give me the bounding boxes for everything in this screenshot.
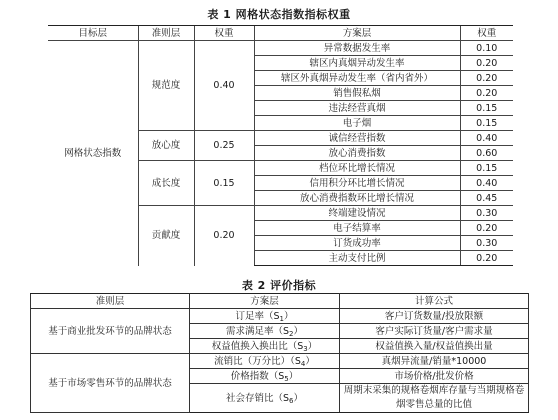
criterion-weight-cell: 0.25 <box>194 131 254 161</box>
target-cell: 网格状态指数 <box>64 147 122 159</box>
scheme-cell: 订货成功率 <box>254 236 460 251</box>
scheme-cell: 信用积分环比增长情况 <box>254 176 460 191</box>
table-row <box>48 41 513 56</box>
scheme-subscript: 3 <box>303 344 308 353</box>
scheme-close: ） <box>293 392 303 404</box>
table2-caption: 表 2 评价指标 <box>241 279 317 292</box>
header-scheme: 方案层 <box>254 26 460 41</box>
scheme-cell: 辖区外真烟异动发生率（省内省外） <box>254 71 460 86</box>
scheme-cell: 电子结算率 <box>254 221 460 236</box>
scheme-weight-cell: 0.20 <box>460 221 513 236</box>
scheme-cell: 主动支付比例 <box>254 251 460 266</box>
scheme-weight-cell: 0.40 <box>460 131 513 146</box>
scheme-name: 社会存销比（S <box>225 392 290 404</box>
criterion-cell: 放心度 <box>138 131 194 161</box>
scheme-weight-cell: 0.30 <box>460 236 513 251</box>
scheme-cell: 违法经营真烟 <box>254 101 460 116</box>
formula-cell: 客户实际订货量/客户需求量 <box>340 324 529 339</box>
scheme-name: 权益值换入换出比（S <box>211 340 304 352</box>
scheme-name: 订足率（S <box>235 310 280 322</box>
scheme-close: ） <box>307 340 318 352</box>
scheme-name: 需求满足率（S <box>225 325 290 337</box>
scheme-weight-cell: 0.15 <box>460 116 513 131</box>
scheme-close: ） <box>283 310 294 322</box>
scheme-name: 流销比（万分比）（S <box>214 355 301 367</box>
scheme-cell: 放心消费指数环比增长情况 <box>254 191 460 206</box>
scheme-name: 价格指数（S <box>230 370 285 382</box>
scheme-weight-cell: 0.60 <box>460 146 513 161</box>
scheme-weight-cell: 0.40 <box>460 176 513 191</box>
scheme-subscript: 5 <box>284 374 289 383</box>
table-row <box>31 354 529 369</box>
weights-table <box>48 25 513 266</box>
scheme-cell: 异常数据发生率 <box>254 41 460 56</box>
header-criterion: 准则层 <box>138 26 194 41</box>
table1-body <box>48 41 513 266</box>
scheme-weight-cell: 0.10 <box>460 41 513 56</box>
scheme-cell: 电子烟 <box>254 116 460 131</box>
formula-cell: 客户订货数量/投放限额 <box>340 309 529 324</box>
criterion-cell: 基于商业批发环节的品牌状态 <box>31 309 190 354</box>
formula-cell: 权益值换入量/权益值换出量 <box>340 339 529 354</box>
header-scheme: 方案层 <box>190 294 340 309</box>
criterion-cell: 规范度 <box>138 41 194 131</box>
formula-cell: 真烟异流量/销量*10000 <box>340 354 529 369</box>
criterion-cell: 贡献度 <box>138 206 194 266</box>
table1-caption: 表 1 网格状态指数指标权重 <box>207 8 351 21</box>
indicators-table <box>30 293 529 413</box>
scheme-weight-cell: 0.20 <box>460 71 513 86</box>
scheme-cell: 销售假私烟 <box>254 86 460 101</box>
scheme-cell: 档位环比增长情况 <box>254 161 460 176</box>
table1-header-row <box>48 26 513 41</box>
criterion-weight-cell: 0.15 <box>194 161 254 206</box>
scheme-weight-cell: 0.20 <box>460 56 513 71</box>
scheme-subscript: 1 <box>279 314 284 323</box>
scheme-close: ） <box>305 355 315 367</box>
criterion-weight-cell: 0.40 <box>194 41 254 131</box>
header-scheme-weight: 权重 <box>460 26 513 41</box>
header-target: 目标层 <box>48 26 138 41</box>
scheme-close: ） <box>288 370 299 382</box>
scheme-weight-cell: 0.30 <box>460 206 513 221</box>
criterion-cell: 成长度 <box>138 161 194 206</box>
scheme-cell <box>190 339 340 354</box>
scheme-cell: 终端建设情况 <box>254 206 460 221</box>
scheme-cell: 辖区内真烟异动发生率 <box>254 56 460 71</box>
criterion-weight-cell: 0.20 <box>194 206 254 266</box>
header-weight: 权重 <box>194 26 254 41</box>
table-row <box>31 309 529 324</box>
scheme-cell <box>190 369 340 384</box>
scheme-weight-cell: 0.15 <box>460 161 513 176</box>
scheme-close: ） <box>293 325 303 337</box>
formula-cell: 周期末采集的规格卷烟库存量与当期规格卷烟零售总量的比值 <box>340 384 529 413</box>
scheme-subscript: 2 <box>289 329 294 338</box>
scheme-cell <box>190 384 340 413</box>
table2-header-row <box>31 294 529 309</box>
scheme-cell <box>190 324 340 339</box>
scheme-weight-cell: 0.45 <box>460 191 513 206</box>
scheme-weight-cell: 0.15 <box>460 101 513 116</box>
formula-cell: 市场价格/批发价格 <box>340 369 529 384</box>
scheme-weight-cell: 0.20 <box>460 86 513 101</box>
table2-body <box>31 309 529 413</box>
scheme-subscript: 6 <box>289 396 294 405</box>
scheme-cell: 放心消费指数 <box>254 146 460 161</box>
scheme-cell <box>190 309 340 324</box>
scheme-weight-cell: 0.20 <box>460 251 513 266</box>
scheme-subscript: 4 <box>300 359 306 368</box>
scheme-cell: 诚信经营指数 <box>254 131 460 146</box>
scheme-cell <box>190 354 340 369</box>
header-criterion: 准则层 <box>31 294 190 309</box>
header-formula: 计算公式 <box>340 294 529 309</box>
criterion-cell: 基于市场零售环节的品牌状态 <box>31 354 190 413</box>
